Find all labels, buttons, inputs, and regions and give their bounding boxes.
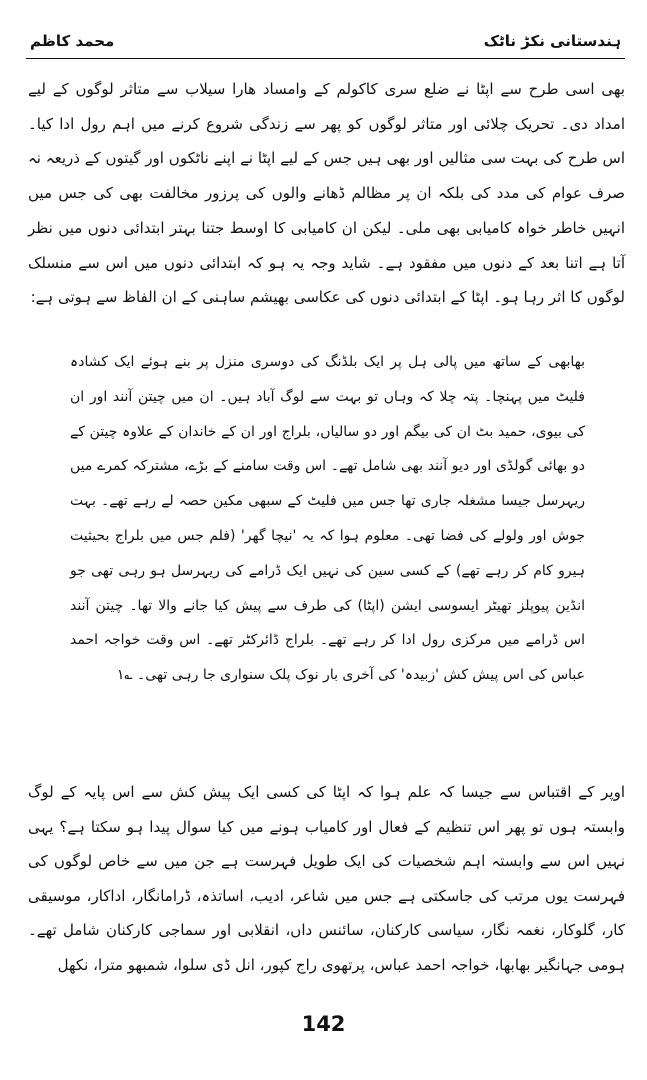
- body-paragraph-2: اوپر کے اقتباس سے جیسا کہ علم ہوا کہ اپٹا کی کسی ایک پیش کش سے اس پایہ کے لوگ وابستہ ہوں تو پھر اس تنظیم کے فعال اور کامیاب ہونے میں کیا سوال پیدا ہو سکتا ہے؟ یہی نہیں اس سے وابستہ اہم شخصیات کی ایک طویل فہرست ہے جن میں سے خاص لوگوں کی فہرست یوں مرتب کی جاسکتی ہے جس میں شاعر، ادیب، اساتذہ، ڈرامانگار، اداکار، موسیقی کار، گلوکار، نغمہ نگار، سیاسی کارکنان، سائنس داں، انقلابی اور سماجی کارکنان شامل تھے۔ ہومی جہانگیر بھابھا، خواجہ احمد عباس، پرتھوی راج کپور، انل ڈی سلوا، شمبھو مترا، نکھل: [28, 783, 625, 974]
- body-paragraph-1: بھی اسی طرح سے اپٹا نے ضلع سری کاکولم کے وامساد ھارا سیلاب سے متاثر لوگوں کے لیے امداد دی۔ تحریک چلائی اور متاثر لوگوں کو پھر سے زندگی شروع کرنے میں اہم رول ادا کیا۔ اس طرح کی بہت سی مثالیں اور بھی ہیں جس کے لیے اپٹا نے اپنے ناٹکوں اور گیتوں کے ذریعہ نہ صرف عوام کی مدد کی بلکہ ان پر مظالم ڈھانے والوں کی پرزور مخالفت بھی کی جس میں انہیں خاطر خواہ کامیابی بھی ملی۔ لیکن ان کامیابی کا اوسط جتنا بہتر ابتدائی دنوں میں نظر آتا ہے اتنا بعد کے دنوں میں مفقود ہے۔ شاید وجہ یہ ہو کہ ابتدائی دنوں میں اس سے منسلک لوگوں کا اثر رہا ہو۔ اپٹا کے ابتدائی دنوں کی عکاسی بھیشم ساہنی کے ان الفاظ سے ہوتی ہے:: [28, 80, 625, 307]
- block-quote: بھابھی کے ساتھ میں پالی ہل پر ایک بلڈنگ کی دوسری منزل پر بنے ہوئے ایک کشادہ فلیٹ میں پہنچا۔ پتہ چلا کہ وہاں تو بہت سے لوگ آباد ہیں۔ ان میں چیتن آنند اور ان کی بیوی، حمید بٹ ان کی بیگم اور دو سالیاں، بلراج اور ان کے خاندان کے علاوہ چیتن کے دو بھائی گولڈی اور دیو آنند بھی شامل تھے۔ اس وقت سامنے کے بڑے، مشترکہ کمرے میں ریہرسل جیسا مشغلہ جاری تھا جس میں فلیٹ کے سبھی مکین حصہ لے رہے تھے۔ بہت جوش اور ولولے کی فضا تھی۔ معلوم ہوا کہ یہ 'نیچا گھر' (فلم جس میں بلراج بحیثیت ہیرو کام کر رہے تھے) کے کسی سین کی نہیں ایک ڈرامے کی ریہرسل ہو رہی تھی جو انڈین پیوپلز تھیٹر ایسوسی ایشن (اپٹا) کی طرف سے پیش کیا جانے والا تھا۔ چیتن آنند اس ڈرامے میں مرکزی رول ادا کر رہے تھے۔ بلراج ڈائرکٹر تھے۔ اس وقت خواجہ احمد عباس کی اس پیش کش 'زبیدہ' کی آخری بار نوک پلک سنواری جا رہی تھی۔ ؎۱: [70, 354, 585, 684]
- page-number: 142: [301, 1012, 346, 1036]
- header-author: محمد کاظم: [30, 32, 115, 50]
- running-header: [26, 14, 625, 59]
- header-book-title: ہندستانی نکڑ ناٹک: [483, 32, 621, 50]
